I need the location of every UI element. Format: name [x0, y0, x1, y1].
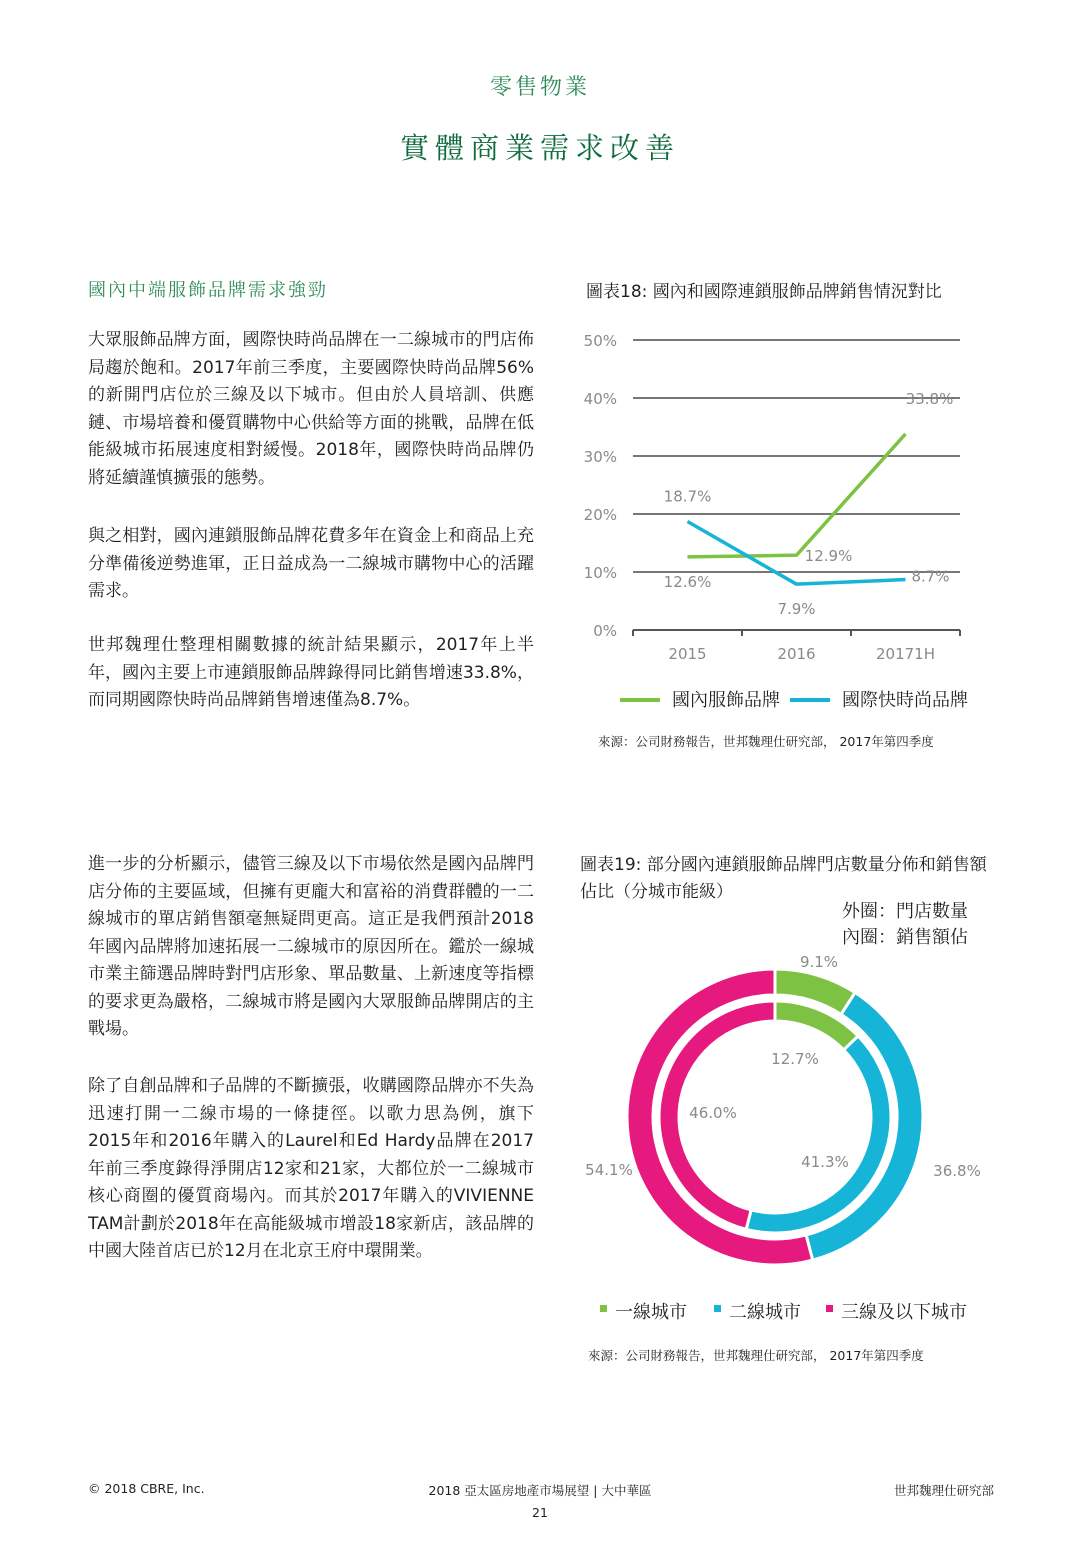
paragraph-1: 大眾服飾品牌方面，國際快時尚品牌在一二線城市的門店佈局趨於飽和。2017年前三季度，主要國際快時尚品牌56%的新開門店位於三線及以下城市。但由於人員培訓、供應鏈、市場培養和優質購物中心供給等方面的挑戰，品牌在低能級城市拓展速度相對緩慢。2018年，國際快時尚品牌仍將延續謹慎擴張的態勢。	[88, 330, 534, 488]
chart18-title: 圖表18: 國內和國際連鎖服飾品牌銷售情況對比	[586, 282, 942, 302]
section-label: 零售物業	[489, 75, 590, 100]
legend-label: 國內服飾品牌	[672, 690, 780, 711]
x-tick-label: 2016	[777, 645, 816, 663]
legend-label: 三線及以下城市	[841, 1302, 967, 1323]
line-chart	[560, 315, 1000, 725]
footer-department: 世邦魏理仕研究部	[893, 1483, 994, 1498]
data-label: 8.7%	[911, 567, 950, 586]
paragraph-2: 與之相對，國內連鎖服飾品牌花費多年在資金上和商品上充分準備後逆勢進軍，正日益成為一二線城市購物中心的活躍需求。	[88, 526, 534, 601]
inner-data-label: 46.0%	[689, 1104, 737, 1122]
y-tick-label: 30%	[583, 448, 617, 466]
outer-data-label: 9.1%	[799, 953, 839, 971]
data-label: 12.9%	[804, 547, 853, 566]
data-label: 18.7%	[663, 487, 712, 506]
chart19-title: 圖表19: 部分國內連鎖服飾品牌門店數量分佈和銷售額佔比（分城市能級）	[580, 855, 987, 902]
x-tick-label: 20171H	[876, 645, 935, 663]
donut-chart	[560, 940, 1000, 1340]
footer-publication: 2018 亞太區房地產市場展望 | 大中華區	[428, 1483, 652, 1498]
data-label: 12.6%	[663, 572, 712, 591]
x-tick-label: 2015	[668, 645, 707, 663]
y-tick-label: 10%	[583, 564, 617, 582]
legend-swatch	[600, 1305, 607, 1312]
outer-ring-label: 外圈：門店數量	[842, 901, 968, 922]
inner-ring-label: 內圈：銷售額佔	[842, 927, 968, 948]
footer-page-number: 21	[532, 1505, 548, 1520]
data-label: 7.9%	[777, 600, 816, 619]
y-tick-label: 40%	[583, 390, 617, 408]
legend-label: 二線城市	[729, 1302, 801, 1323]
footer-copyright: © 2018 CBRE, Inc.	[88, 1481, 205, 1496]
paragraph-3: 世邦魏理仕整理相關數據的統計結果顯示，2017年上半年，國內主要上市連鎖服飾品牌錄得同比銷售增速33.8%，而同期國際快時尚品牌銷售增速僅為8.7%。	[88, 635, 534, 710]
y-tick-label: 20%	[583, 506, 617, 524]
page-title: 實體商業需求改善	[399, 131, 680, 165]
legend-swatch	[826, 1305, 833, 1312]
legend-label: 一線城市	[615, 1302, 687, 1323]
chart19-source: 來源：公司財務報告，世邦魏理仕研究部， 2017年第四季度	[588, 1348, 924, 1363]
paragraph-4: 進一步的分析顯示，儘管三線及以下市場依然是國內品牌門店分佈的主要區域，但擁有更龐大和富裕的消費群體的一二線城市的單店銷售額毫無疑問更高。這正是我們預計2018年國內品牌將加速拓展一二線城市的原因所在。鑑於一線城市業主篩選品牌時對門店形象、單品數量、上新速度等指標的要求更為嚴格，二線城市將是國內大眾服飾品牌開店的主戰場。	[88, 854, 534, 1039]
data-label: 33.8%	[905, 389, 954, 408]
inner-data-label: 41.3%	[801, 1153, 849, 1171]
paragraph-5: 除了自創品牌和子品牌的不斷擴張，收購國際品牌亦不失為迅速打開一二線市場的一條捷徑。以歌力思為例，旗下2015年和2016年購入的Laurel和Ed Hardy品牌在2017年前三季度錄得淨開店12家和21家，大都位於一二線城市核心商圈的優質商場內。而其於2017年購入的VIVIENNE TAM計劃於2018年在高能級城市增設18家新店，該品牌的中國大陸首店已於12月在北京王府中環開業。	[88, 1076, 534, 1261]
inner-data-label: 12.7%	[771, 1050, 819, 1068]
y-tick-label: 0%	[593, 622, 617, 640]
legend-swatch	[714, 1305, 721, 1312]
legend-label: 國際快時尚品牌	[842, 690, 968, 711]
outer-data-label: 36.8%	[933, 1162, 981, 1180]
subheading: 國內中端服飾品牌需求強勁	[88, 280, 328, 301]
outer-data-label: 54.1%	[585, 1161, 633, 1179]
chart18-source: 來源：公司財務報告，世邦魏理仕研究部， 2017年第四季度	[598, 734, 934, 749]
y-tick-label: 50%	[583, 332, 617, 350]
